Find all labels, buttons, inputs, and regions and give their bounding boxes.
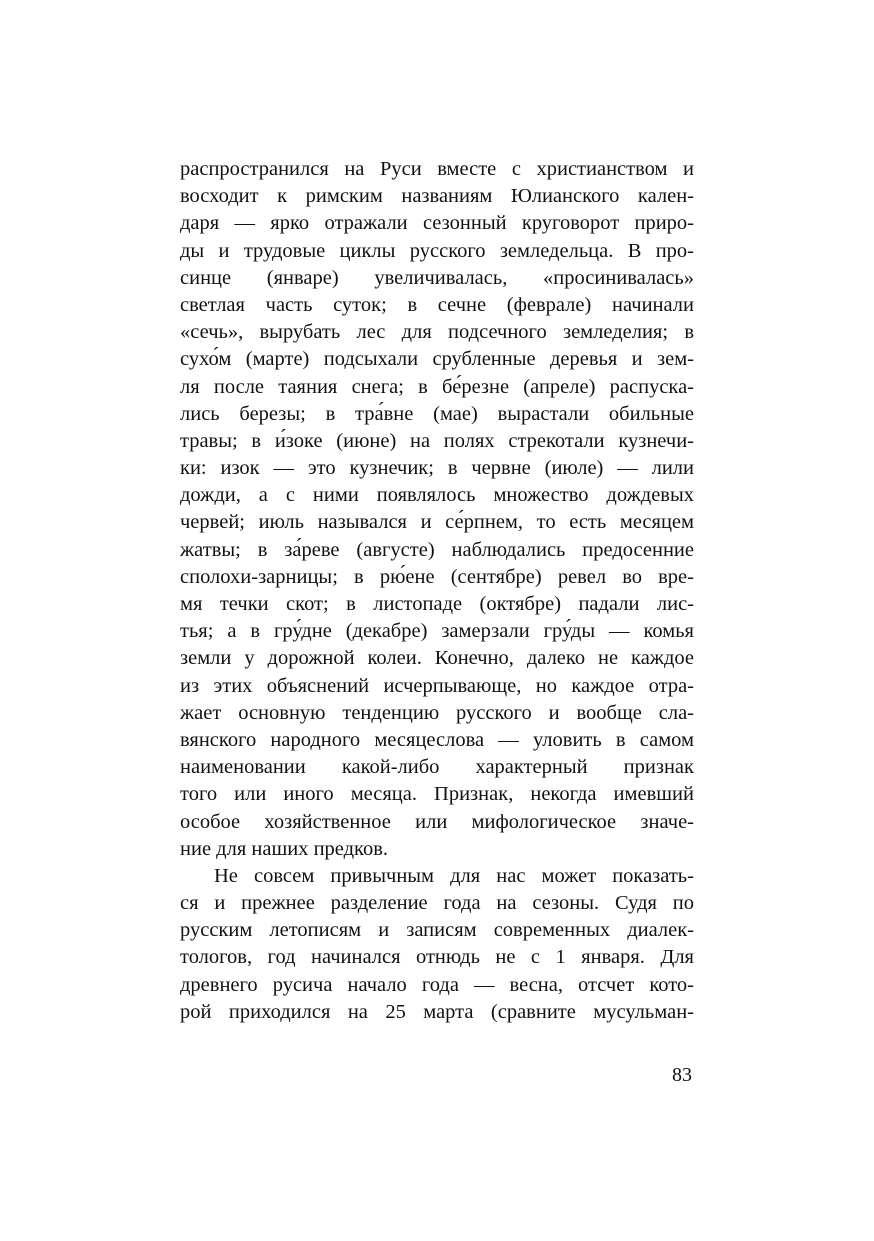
text-line: мя течки скот; в листопаде (октябре) падали лис- [180, 593, 694, 615]
text-line: «сечь», вырубать лес для подсечного земледелия; в [180, 321, 694, 344]
text-line: лись березы; в тра́вне (мае) вырастали обильные [180, 402, 694, 425]
text-line: того или иного месяца. Признак, некогда имевший [180, 783, 694, 806]
text-line: наименовании какой-либо характерный признак [180, 756, 694, 779]
text-line: даря — ярко отражали сезонный круговорот приро- [180, 212, 694, 235]
text-line: тья; а в гру́дне (декабре) замерзали гру́ды — комья [180, 620, 694, 643]
text-line: земли у дорожной колеи. Конечно, далеко не каждое [180, 647, 694, 670]
text-line: ды и трудовые циклы русского земледельца. В про- [180, 239, 694, 262]
body-text [180, 156, 694, 1026]
page-number: 83 [672, 1064, 692, 1086]
text-line: Не совсем привычным для нас может показать- [214, 864, 694, 887]
text-line: светлая часть суток; в сечне (феврале) начинали [180, 293, 694, 316]
text-line: ся и прежнее разделение года на сезоны. Судя по [180, 892, 694, 915]
text-line: ля после таяния снега; в бе́резне (апреле) распуска- [180, 375, 694, 398]
text-line: травы; в и́зоке (июне) на полях стрекотали кузнечи- [180, 429, 694, 452]
text-line: ние для наших предков. [180, 837, 389, 860]
text-line: ки: изок — это кузнечик; в червне (июле) — лили [180, 457, 694, 480]
text-line: тологов, год начинался отнюдь не с 1 января. Для [180, 946, 694, 969]
text-line: жатвы; в за́реве (августе) наблюдались предосенние [180, 538, 694, 561]
text-line: червей; июль назывался и се́рпнем, то есть месяцем [180, 511, 694, 534]
text-line: восходит к римским названиям Юлианского кален- [180, 185, 694, 208]
text-line: древнего русича начало года — весна, отсчет кото- [180, 973, 694, 996]
text-line: сполохи-зарницы; в рю́ене (сентябре) ревел во вре- [180, 565, 694, 588]
text-line: распространился на Руси вместе с христианством и [180, 158, 694, 180]
text-line: рой приходился на 25 марта (сравните мусульман- [180, 1000, 694, 1023]
text-line: дожди, а с ними появлялось множество дождевых [180, 484, 694, 507]
text-line: жает основную тенденцию русского и вообще сла- [180, 701, 694, 724]
text-line: сухо́м (марте) подсыхали срубленные деревья и зем- [180, 348, 694, 371]
text-line: русским летописям и записям современных диалек- [180, 919, 694, 942]
text-line: особое хозяйственное или мифологическое значе- [180, 810, 694, 833]
text-line: из этих объяснений исчерпывающе, но каждое отра- [180, 674, 694, 697]
text-line: синце (январе) увеличивалась, «просинивалась» [180, 266, 694, 289]
text-line: вянского народного месяцеслова — уловить в самом [180, 728, 694, 751]
